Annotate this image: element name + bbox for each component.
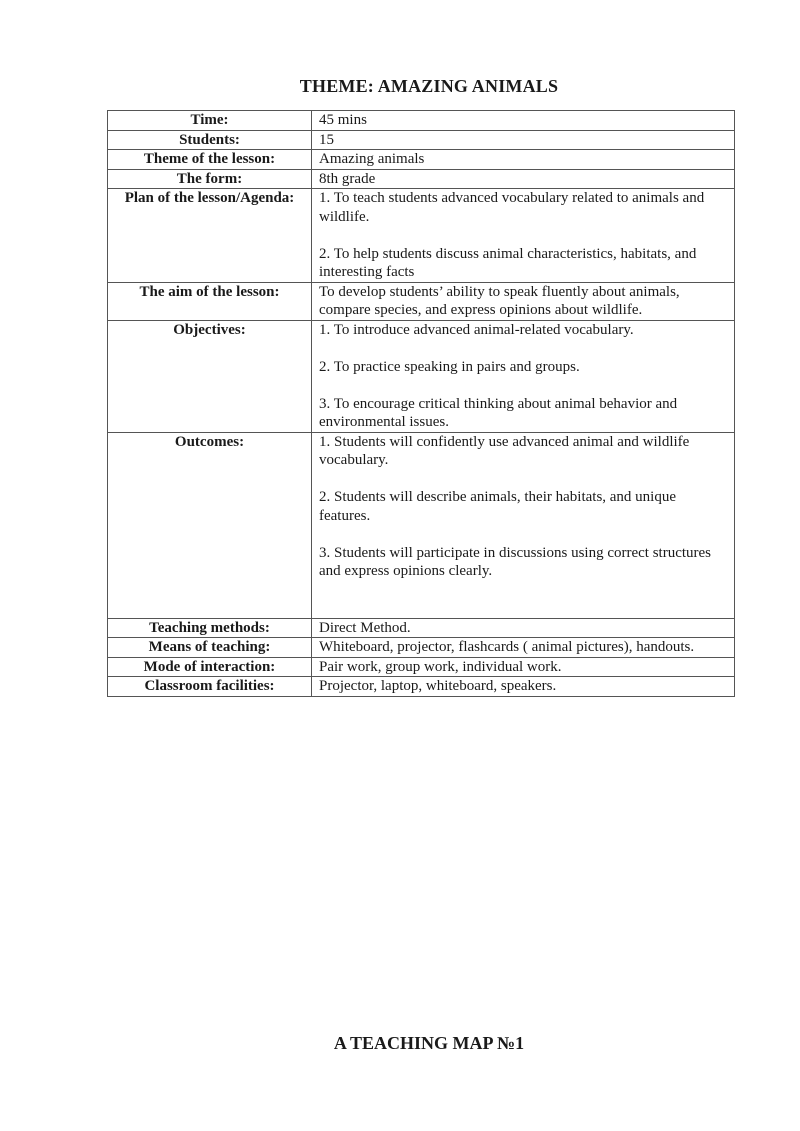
- row-value: Projector, laptop, whiteboard, speakers.: [312, 677, 735, 697]
- table-row-plan: [108, 189, 735, 283]
- teaching-map-title: A TEACHING MAP №1: [333, 1033, 525, 1053]
- table-row-outcomes: [108, 432, 735, 618]
- row-label: Mode of interaction:: [108, 657, 312, 677]
- plan-item: 2. To help students discuss animal characteristics, habitats, and interesting facts: [319, 245, 697, 280]
- row-label: Objectives:: [108, 320, 312, 432]
- row-value: 45 mins: [312, 111, 735, 131]
- row-label: Plan of the lesson/Agenda:: [108, 189, 312, 283]
- row-value: [312, 320, 735, 432]
- row-label: Theme of the lesson:: [108, 150, 312, 170]
- table-row-time: [108, 111, 735, 131]
- row-label: Time:: [108, 111, 312, 131]
- row-value: Pair work, group work, individual work.: [312, 657, 735, 677]
- table-row-interaction: [108, 657, 735, 677]
- row-label: Means of teaching:: [108, 638, 312, 658]
- row-label: Outcomes:: [108, 432, 312, 618]
- table-row-means: [108, 638, 735, 658]
- row-value: 15: [312, 130, 735, 150]
- row-label: The aim of the lesson:: [108, 282, 312, 320]
- row-value: 8th grade: [312, 169, 735, 189]
- objective-item: 2. To practice speaking in pairs and groups.: [319, 358, 580, 375]
- row-label: Classroom facilities:: [108, 677, 312, 697]
- objective-item: 3. To encourage critical thinking about animal behavior and environmental issues.: [319, 395, 678, 430]
- objective-item: 1. To introduce advanced animal-related vocabulary.: [319, 321, 634, 338]
- table-row-objectives: [108, 320, 735, 432]
- table-row-form: [108, 169, 735, 189]
- row-value: Direct Method.: [312, 618, 735, 638]
- outcome-item: 3. Students will participate in discussions using correct structures and express opinions clearly.: [319, 544, 712, 579]
- table-row-methods: [108, 618, 735, 638]
- plan-item: 1. To teach students advanced vocabulary related to animals and wildlife.: [319, 190, 705, 225]
- page-title: THEME: AMAZING ANIMALS: [299, 76, 559, 96]
- table-row-theme: [108, 150, 735, 170]
- table-row-aim: [108, 282, 735, 320]
- row-label: Students:: [108, 130, 312, 150]
- lesson-plan-table: [107, 110, 735, 697]
- outcome-item: 1. Students will confidently use advanced animal and wildlife vocabulary.: [319, 433, 690, 468]
- row-value: To develop students’ ability to speak fluently about animals, compare species, and express opinions about wildlife.: [312, 282, 735, 320]
- row-value: Amazing animals: [312, 150, 735, 170]
- row-value: Whiteboard, projector, flashcards ( animal pictures), handouts.: [312, 638, 735, 658]
- row-label: Teaching methods:: [108, 618, 312, 638]
- row-value: [312, 432, 735, 618]
- table-row-students: [108, 130, 735, 150]
- table-row-facilities: [108, 677, 735, 697]
- row-value: [312, 189, 735, 283]
- outcome-item: 2. Students will describe animals, their habitats, and unique features.: [319, 489, 677, 524]
- row-label: The form:: [108, 169, 312, 189]
